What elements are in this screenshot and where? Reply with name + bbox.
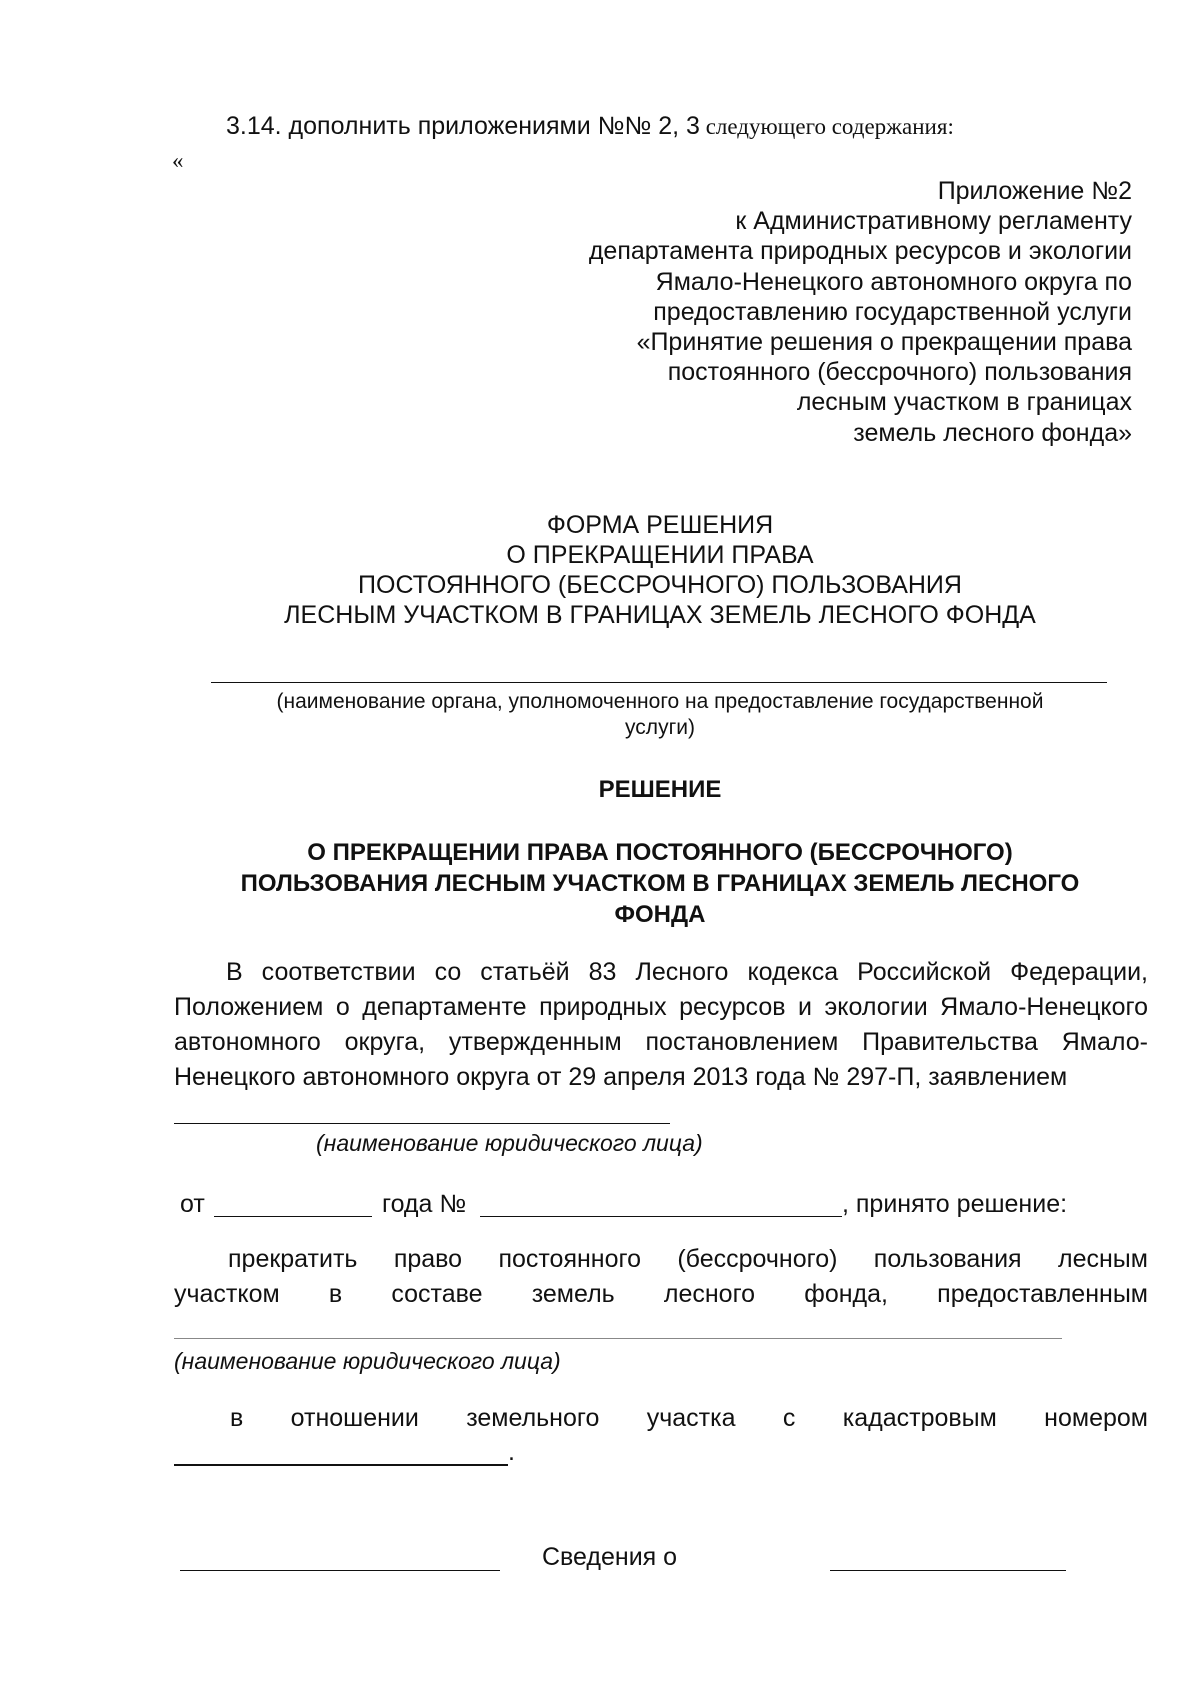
word: постоянного — [498, 1245, 641, 1273]
basis-paragraph — [174, 955, 1148, 1095]
appendix-line: Ямало-Ненецкого автономного округа по — [655, 267, 1132, 296]
cadastral-number-blank-line[interactable] — [174, 1464, 508, 1466]
org-caption-line: услуги) — [625, 716, 695, 739]
decision-title — [180, 837, 1140, 930]
word: предоставленным — [937, 1280, 1148, 1308]
word: в — [328, 1280, 343, 1308]
period: . — [508, 1438, 515, 1466]
word: в — [230, 1404, 244, 1432]
number-blank-line[interactable] — [480, 1216, 842, 1217]
org-name-blank-line[interactable] — [211, 682, 1107, 683]
legal-entity-caption-1: (наименование юридического лица) — [316, 1130, 703, 1156]
label-accepted: , принято решение: — [842, 1190, 1068, 1218]
appendix-line: к Административному регламенту — [735, 207, 1132, 236]
form-title-line: ФОРМА РЕШЕНИЯ — [546, 511, 774, 539]
word: лесным — [1057, 1245, 1148, 1273]
legal-entity-caption-2: (наименование юридического лица) — [174, 1348, 561, 1374]
date-blank-line[interactable] — [214, 1216, 372, 1217]
form-title — [160, 510, 1160, 630]
appendix-line: Приложение №2 — [937, 177, 1132, 205]
intro-suffix: следующего содержания: — [699, 114, 954, 139]
word: участка — [646, 1404, 736, 1432]
form-title-line: О ПРЕКРАЩЕНИИ ПРАВА — [506, 541, 814, 569]
intro-line — [226, 112, 954, 141]
appendix-line: земель лесного фонда» — [853, 418, 1132, 447]
word: право — [393, 1245, 463, 1273]
decision-title-line: ПОЛЬЗОВАНИЯ ЛЕСНЫМ УЧАСТКОМ В ГРАНИЦАХ ЗЕМЕЛЬ ЛЕСНОГО — [240, 870, 1080, 897]
signature-blank-line-left[interactable] — [180, 1570, 500, 1571]
decision-title-line: О ПРЕКРАЩЕНИИ ПРАВА ПОСТОЯННОГО (БЕССРОЧНОГО) — [307, 839, 1013, 866]
basis-paragraph-text: В соответствии со статьёй 83 Лесного кодекса Российской Федерации, Положением о департаменте природных ресурсов и экологии Ямало-Ненецкого автономного округа, утвержденным постановлением Правительства Ямало-Ненецкого автономного округа от 29 апреля 2013 года № 297-П, заявлением — [174, 958, 1148, 1091]
label-ot: от — [180, 1190, 205, 1218]
legal-entity-blank-line-2[interactable] — [174, 1338, 1062, 1339]
word: участком — [174, 1280, 280, 1308]
word: составе — [391, 1280, 483, 1308]
word: (бессрочного) — [677, 1245, 838, 1273]
word: отношении — [290, 1404, 419, 1432]
decision-title-line: ФОНДА — [614, 901, 706, 928]
org-name-caption — [210, 689, 1110, 741]
intro-prefix: 3.14. дополнить приложениями №№ 2, 3 — [226, 112, 700, 140]
form-title-line: ЛЕСНЫМ УЧАСТКОМ В ГРАНИЦАХ ЗЕМЕЛЬ ЛЕСНОГО ФОНДА — [284, 601, 1036, 629]
word: номером — [1044, 1404, 1148, 1432]
word: пользования — [873, 1245, 1022, 1273]
decision-paragraph-line-2 — [174, 1280, 1148, 1309]
appendix-line: департамента природных ресурсов и экологии — [588, 237, 1132, 266]
appendix-line: «Принятие решения о прекращении права — [636, 328, 1132, 357]
opening-quote: « — [172, 148, 184, 173]
org-caption-line: (наименование органа, уполномоченного на предоставление государственной — [276, 690, 1044, 713]
decision-heading: РЕШЕНИЕ — [598, 776, 722, 803]
word: лесного — [663, 1280, 756, 1308]
decision-paragraph-line-1 — [228, 1245, 1148, 1274]
word: с — [782, 1404, 796, 1432]
word: земельного — [466, 1404, 600, 1432]
appendix-header — [532, 176, 1132, 448]
form-title-line: ПОСТОЯННОГО (БЕССРОЧНОГО) ПОЛЬЗОВАНИЯ — [358, 571, 962, 599]
label-goda: года № — [382, 1190, 467, 1218]
svedeniya-label: Сведения о — [542, 1543, 678, 1571]
word: земель — [531, 1280, 615, 1308]
signature-blank-line-right[interactable] — [830, 1570, 1066, 1571]
appendix-line: постоянного (бессрочного) пользования — [667, 358, 1132, 387]
word: фонда, — [804, 1280, 888, 1308]
word: кадастровым — [842, 1404, 997, 1432]
cadastral-paragraph-line-1 — [230, 1404, 1148, 1433]
appendix-line: предоставлению государственной услуги — [653, 297, 1132, 326]
word: прекратить — [228, 1245, 358, 1273]
legal-entity-blank-line-1[interactable] — [174, 1123, 670, 1124]
appendix-line: лесным участком в границах — [796, 388, 1132, 417]
